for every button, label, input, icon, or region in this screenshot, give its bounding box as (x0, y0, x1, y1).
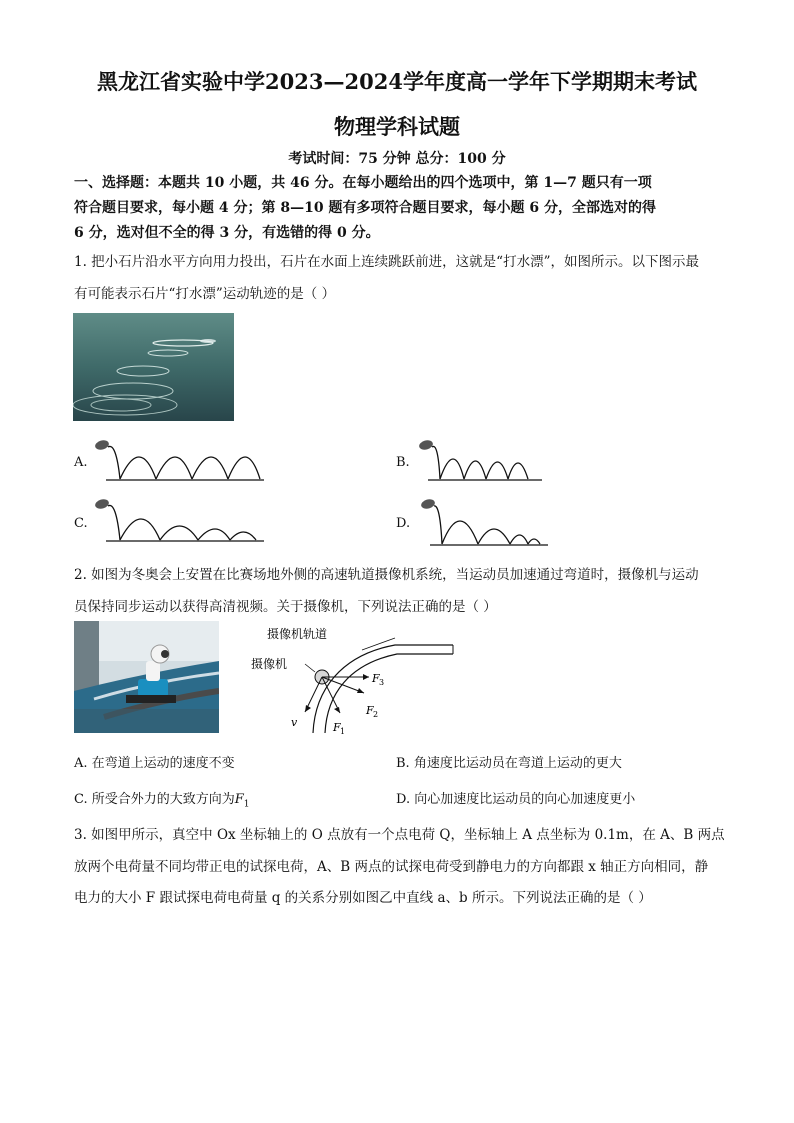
exam-info: 考试时间：75 分钟 总分：100 分 (288, 151, 506, 167)
section-instruction-3: 6 分，选对但不全的得 3 分，有选错的得 0 分。 (74, 225, 380, 241)
q2-option-c (74, 788, 250, 810)
q3-text-2: 放两个电荷量不同均带正电的试探电荷，A、B 两点的试探电荷受到静电力的方向都跟 x 轴正方向相同，静 (74, 859, 709, 875)
camera-label: 摄像机 (251, 657, 288, 671)
q1-text-2: 有可能表示石片“打水漂”运动轨迹的是（ ） (74, 286, 336, 302)
q2-option-a: A. 在弯道上运动的速度不变 (74, 756, 235, 771)
q1-option-b-label: B. (396, 455, 410, 470)
velocity-label: v (291, 716, 298, 729)
track-camera-photo (74, 621, 219, 733)
q1-option-d-label: D. (396, 516, 411, 531)
q1-option-c-trajectory (94, 496, 266, 546)
q1-text-1: 1. 把小石片沿水平方向用力投出，石片在水面上连续跳跃前进，这就是“打水漂”，如图所示。以下图示最 (74, 254, 699, 270)
q2-text-2: 员保持同步运动以获得高清视频。关于摄像机，下列说法正确的是（ ） (74, 599, 497, 615)
q3-text-3: 电力的大小 F 跟试探电荷电荷量 q 的关系分别如图乙中直线 a、b 所示。下列说法正确的是（ ） (74, 890, 652, 906)
f1-label: F (333, 721, 341, 734)
exam-subtitle: 物理学科试题 (334, 114, 460, 139)
f2-subscript: 2 (373, 710, 379, 719)
exam-title: 黑龙江省实验中学2023—2024学年度高一学年下学期期末考试 (97, 69, 697, 94)
q2-option-c-symbol: F (234, 792, 244, 807)
section-instruction-2: 符合题目要求，每小题 4 分；第 8—10 题有多项符合题目要求，每小题 6 分，全部选对的得 (74, 200, 656, 216)
q1-option-b-trajectory (418, 437, 546, 485)
f3-subscript: 3 (379, 678, 385, 687)
q1-option-a-trajectory (94, 437, 266, 485)
track-label: 摄像机轨道 (267, 627, 328, 641)
q1-option-c-label: C. (74, 516, 88, 531)
f3-label: F (372, 672, 380, 685)
q2-option-d: D. 向心加速度比运动员的向心加速度更小 (396, 792, 636, 807)
q2-option-b: B. 角速度比运动员在弯道上运动的更大 (396, 756, 622, 771)
f2-label: F (366, 704, 374, 717)
q2-text-1: 2. 如图为冬奥会上安置在比赛场地外侧的高速轨道摄像机系统，当运动员加速通过弯道时，摄像机与运动 (74, 567, 699, 583)
track-label-leader (362, 638, 395, 650)
q3-text-1: 3. 如图甲所示，真空中 Ox 坐标轴上的 O 点放有一个点电荷 Q，坐标轴上 A 点坐标为 0.1m，在 A、B 两点 (74, 827, 725, 843)
q1-option-a-label: A. (74, 455, 88, 470)
q2-option-c-subscript: 1 (243, 799, 250, 810)
q1-option-d-trajectory (418, 496, 550, 548)
q2-option-c-text: C. 所受合外力的大致方向为 (74, 792, 235, 807)
stone-skipping-photo (73, 313, 234, 421)
track-force-diagram (245, 620, 460, 745)
f1-subscript: 1 (340, 727, 346, 736)
section-instruction-1: 一、选择题：本题共 10 小题，共 46 分。在每小题给出的四个选项中，第 1—7 题只有一项 (74, 175, 652, 191)
